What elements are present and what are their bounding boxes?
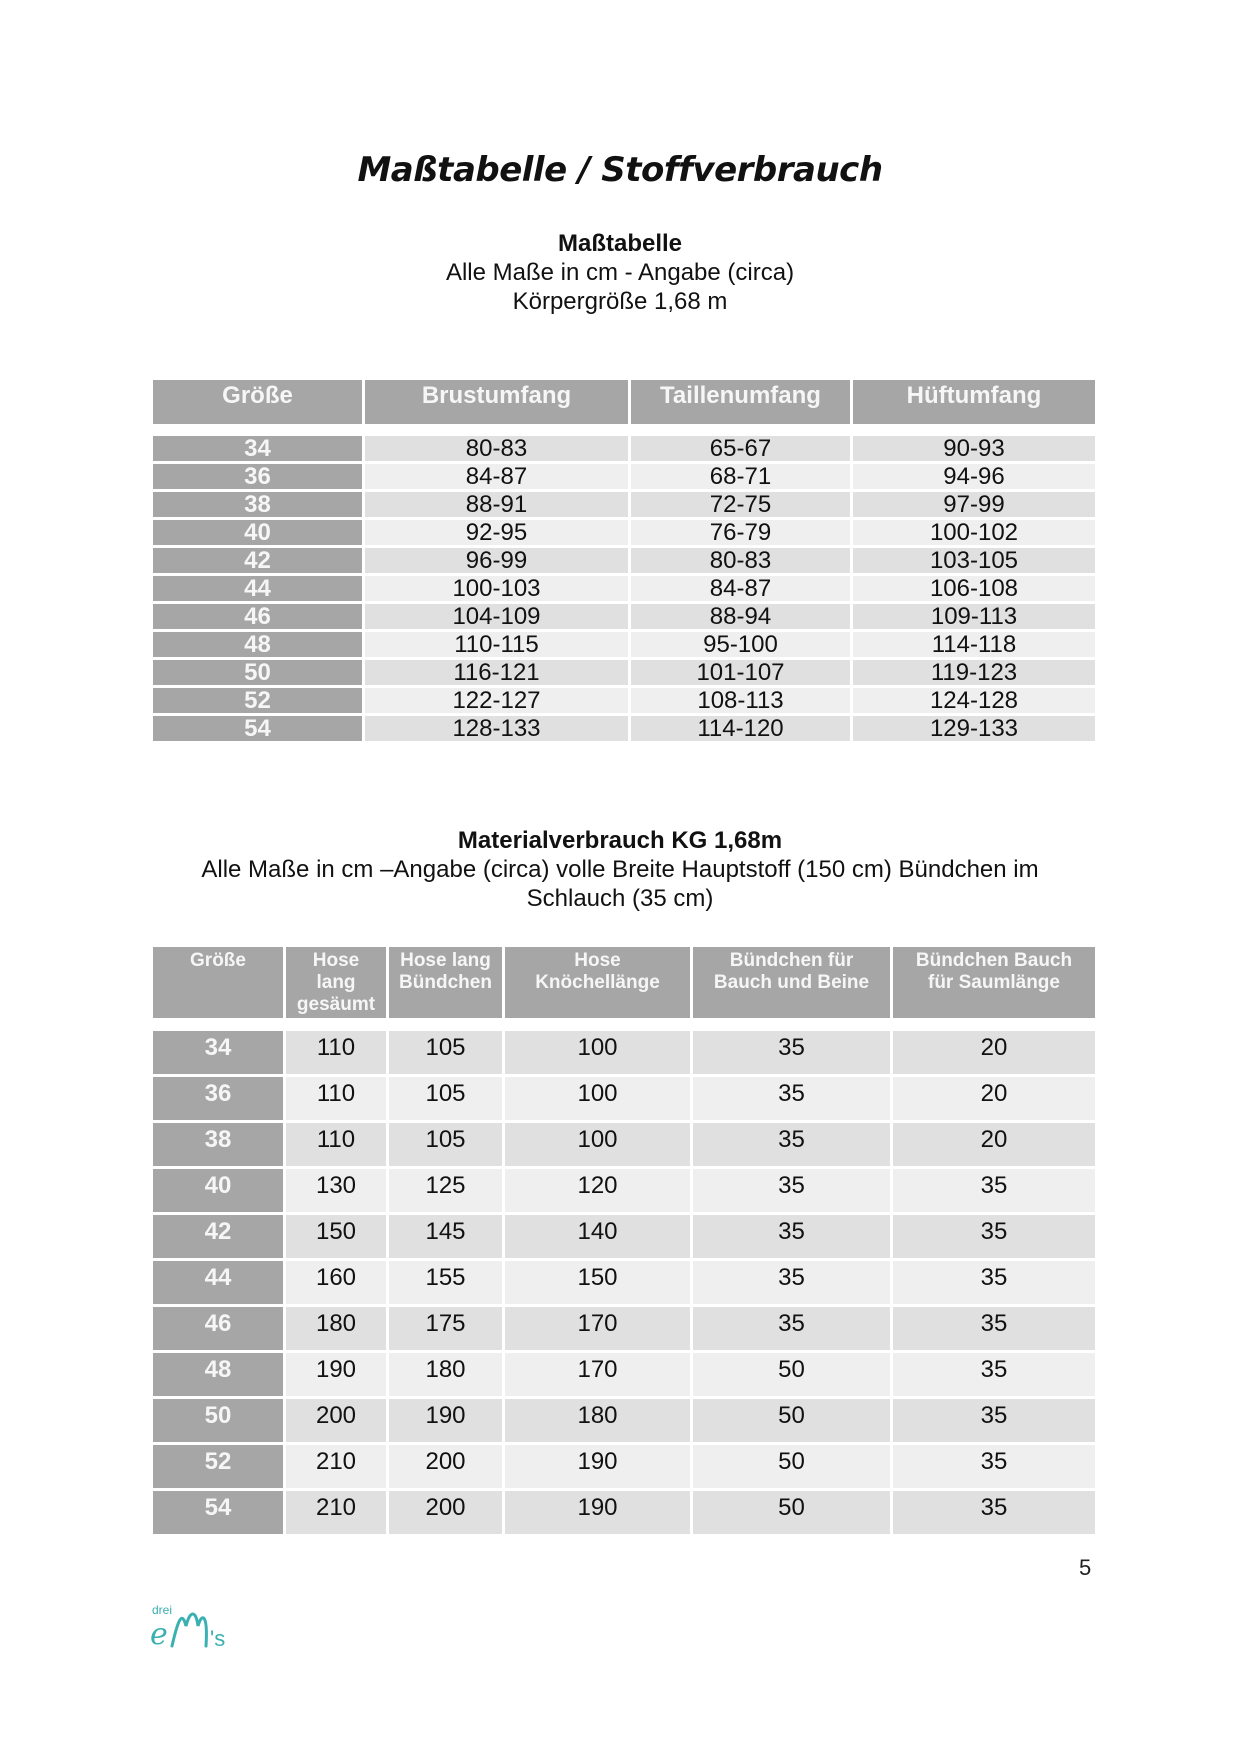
table-row bbox=[152, 1260, 1097, 1306]
column-header-line: Knöchellänge bbox=[535, 972, 660, 993]
material-cell: 110 bbox=[285, 1076, 388, 1122]
column-header-line: Bündchen für bbox=[729, 950, 854, 971]
material-cell: 35 bbox=[692, 1260, 892, 1306]
column-header-line: Bündchen Bauch bbox=[915, 950, 1073, 971]
measure-cell: 109-113 bbox=[852, 603, 1097, 631]
measure-cell: 95-100 bbox=[630, 631, 852, 659]
size-cell: 44 bbox=[152, 575, 364, 603]
table-row bbox=[152, 603, 1097, 631]
measure-cell: 84-87 bbox=[364, 463, 630, 491]
material-cell: 35 bbox=[892, 1214, 1097, 1260]
size-cell: 54 bbox=[152, 1490, 285, 1536]
material-cell: 35 bbox=[892, 1352, 1097, 1398]
table-row bbox=[152, 715, 1097, 743]
table-row bbox=[152, 547, 1097, 575]
material-cell: 35 bbox=[892, 1444, 1097, 1490]
material-cell: 120 bbox=[504, 1168, 692, 1214]
size-cell: 46 bbox=[152, 1306, 285, 1352]
material-cell: 190 bbox=[388, 1398, 504, 1444]
column-header: Brustumfang bbox=[364, 379, 630, 426]
material-cell: 35 bbox=[692, 1168, 892, 1214]
measure-cell: 103-105 bbox=[852, 547, 1097, 575]
material-cell: 200 bbox=[285, 1398, 388, 1444]
material-cell: 130 bbox=[285, 1168, 388, 1214]
table-row bbox=[152, 687, 1097, 715]
column-header: Taillenumfang bbox=[630, 379, 852, 426]
material-subtitle: Alle Maße in cm –Angabe (circa) volle Breite Hauptstoff (150 cm) Bündchen im Schlauch (35 cm) bbox=[201, 856, 1039, 912]
size-cell: 46 bbox=[152, 603, 364, 631]
column-header-line: Hose bbox=[574, 950, 621, 971]
table-row bbox=[152, 575, 1097, 603]
material-cell: 50 bbox=[692, 1398, 892, 1444]
material-cell: 180 bbox=[504, 1398, 692, 1444]
column-header-line: Bauch und Beine bbox=[713, 972, 870, 993]
material-cell: 145 bbox=[388, 1214, 504, 1260]
column-header-line: Bündchen bbox=[399, 972, 492, 993]
size-chart-header-row bbox=[152, 379, 1097, 426]
table-row bbox=[152, 519, 1097, 547]
size-chart-intro bbox=[0, 229, 1240, 316]
size-cell: 48 bbox=[152, 1352, 285, 1398]
material-cell: 170 bbox=[504, 1352, 692, 1398]
material-cell: 190 bbox=[285, 1352, 388, 1398]
material-cell: 35 bbox=[692, 1030, 892, 1076]
material-cell: 200 bbox=[388, 1490, 504, 1536]
material-cell: 20 bbox=[892, 1030, 1097, 1076]
size-cell: 40 bbox=[152, 1168, 285, 1214]
material-cell: 35 bbox=[892, 1398, 1097, 1444]
brand-logo bbox=[150, 1600, 240, 1656]
size-cell: 54 bbox=[152, 715, 364, 743]
material-cell: 125 bbox=[388, 1168, 504, 1214]
material-table bbox=[150, 944, 1098, 1537]
table-row bbox=[152, 1214, 1097, 1260]
page-number: 5 bbox=[1079, 1555, 1092, 1580]
column-header-line: Hose bbox=[312, 950, 360, 971]
table-row bbox=[152, 1168, 1097, 1214]
column-header bbox=[504, 946, 692, 1020]
column-header-line: gesäumt bbox=[296, 994, 376, 1015]
material-cell: 140 bbox=[504, 1214, 692, 1260]
material-cell: 50 bbox=[692, 1444, 892, 1490]
table-row bbox=[152, 659, 1097, 687]
table-row bbox=[152, 1076, 1097, 1122]
column-header-line: Größe bbox=[190, 950, 246, 971]
size-cell: 52 bbox=[152, 1444, 285, 1490]
material-cell: 210 bbox=[285, 1444, 388, 1490]
material-cell: 35 bbox=[692, 1122, 892, 1168]
size-cell: 40 bbox=[152, 519, 364, 547]
material-cell: 150 bbox=[504, 1260, 692, 1306]
material-cell: 100 bbox=[504, 1122, 692, 1168]
material-cell: 170 bbox=[504, 1306, 692, 1352]
material-cell: 100 bbox=[504, 1076, 692, 1122]
measure-cell: 110-115 bbox=[364, 631, 630, 659]
table-row bbox=[152, 631, 1097, 659]
svg-text:'s: 's bbox=[210, 1626, 226, 1651]
size-cell: 42 bbox=[152, 1214, 285, 1260]
material-cell: 35 bbox=[892, 1168, 1097, 1214]
material-cell: 110 bbox=[285, 1030, 388, 1076]
column-header bbox=[285, 946, 388, 1020]
measure-cell: 128-133 bbox=[364, 715, 630, 743]
table-row bbox=[152, 1122, 1097, 1168]
measure-cell: 94-96 bbox=[852, 463, 1097, 491]
column-header-line: für Saumlänge bbox=[928, 972, 1060, 993]
measure-cell: 88-94 bbox=[630, 603, 852, 631]
material-cell: 35 bbox=[692, 1214, 892, 1260]
measure-cell: 108-113 bbox=[630, 687, 852, 715]
material-cell: 190 bbox=[504, 1444, 692, 1490]
measure-cell: 97-99 bbox=[852, 491, 1097, 519]
material-cell: 105 bbox=[388, 1030, 504, 1076]
material-cell: 100 bbox=[504, 1030, 692, 1076]
material-intro bbox=[0, 826, 1240, 913]
size-chart-subtitle-1: Alle Maße in cm - Angabe (circa) bbox=[445, 259, 795, 286]
column-header-line: Hose lang bbox=[400, 950, 491, 971]
measure-cell: 114-118 bbox=[852, 631, 1097, 659]
material-cell: 155 bbox=[388, 1260, 504, 1306]
table-row bbox=[152, 1490, 1097, 1536]
measure-cell: 72-75 bbox=[630, 491, 852, 519]
column-header bbox=[692, 946, 892, 1020]
measure-cell: 88-91 bbox=[364, 491, 630, 519]
material-cell: 35 bbox=[692, 1076, 892, 1122]
measure-cell: 122-127 bbox=[364, 687, 630, 715]
table-row bbox=[152, 1444, 1097, 1490]
size-cell: 44 bbox=[152, 1260, 285, 1306]
size-cell: 50 bbox=[152, 1398, 285, 1444]
measure-cell: 65-67 bbox=[630, 435, 852, 463]
measure-cell: 114-120 bbox=[630, 715, 852, 743]
table-row bbox=[152, 491, 1097, 519]
material-cell: 105 bbox=[388, 1122, 504, 1168]
material-cell: 180 bbox=[285, 1306, 388, 1352]
measure-cell: 80-83 bbox=[364, 435, 630, 463]
size-chart-subtitle-2: Körpergröße 1,68 m bbox=[512, 288, 728, 315]
material-cell: 35 bbox=[892, 1490, 1097, 1536]
measure-cell: 92-95 bbox=[364, 519, 630, 547]
size-cell: 34 bbox=[152, 1030, 285, 1076]
material-cell: 150 bbox=[285, 1214, 388, 1260]
material-cell: 20 bbox=[892, 1122, 1097, 1168]
size-cell: 38 bbox=[152, 1122, 285, 1168]
column-header: Hüftumfang bbox=[852, 379, 1097, 426]
size-cell: 42 bbox=[152, 547, 364, 575]
page-title: Maßtabelle / Stoffverbrauch bbox=[357, 150, 883, 190]
column-header-line: lang bbox=[316, 972, 356, 993]
material-header-row bbox=[152, 946, 1097, 1020]
column-header bbox=[892, 946, 1097, 1020]
measure-cell: 100-102 bbox=[852, 519, 1097, 547]
material-cell: 35 bbox=[892, 1306, 1097, 1352]
material-cell: 35 bbox=[692, 1306, 892, 1352]
measure-cell: 68-71 bbox=[630, 463, 852, 491]
material-cell: 210 bbox=[285, 1490, 388, 1536]
material-cell: 110 bbox=[285, 1122, 388, 1168]
measure-cell: 124-128 bbox=[852, 687, 1097, 715]
material-cell: 35 bbox=[892, 1260, 1097, 1306]
size-cell: 50 bbox=[152, 659, 364, 687]
size-chart-heading: Maßtabelle bbox=[557, 230, 683, 257]
measure-cell: 129-133 bbox=[852, 715, 1097, 743]
measure-cell: 84-87 bbox=[630, 575, 852, 603]
material-cell: 50 bbox=[692, 1352, 892, 1398]
material-heading: Materialverbrauch KG 1,68m bbox=[457, 827, 783, 854]
column-header bbox=[388, 946, 504, 1020]
size-cell: 52 bbox=[152, 687, 364, 715]
column-header bbox=[152, 946, 285, 1020]
table-row bbox=[152, 1398, 1097, 1444]
size-cell: 38 bbox=[152, 491, 364, 519]
material-cell: 105 bbox=[388, 1076, 504, 1122]
svg-text:drei: drei bbox=[152, 1603, 173, 1617]
measure-cell: 119-123 bbox=[852, 659, 1097, 687]
measure-cell: 106-108 bbox=[852, 575, 1097, 603]
svg-text:e: e bbox=[150, 1617, 168, 1652]
table-row bbox=[152, 1306, 1097, 1352]
measure-cell: 90-93 bbox=[852, 435, 1097, 463]
column-header: Größe bbox=[152, 379, 364, 426]
material-cell: 200 bbox=[388, 1444, 504, 1490]
size-cell: 34 bbox=[152, 435, 364, 463]
size-cell: 36 bbox=[152, 463, 364, 491]
measure-cell: 104-109 bbox=[364, 603, 630, 631]
material-cell: 190 bbox=[504, 1490, 692, 1536]
measure-cell: 116-121 bbox=[364, 659, 630, 687]
material-cell: 180 bbox=[388, 1352, 504, 1398]
size-cell: 36 bbox=[152, 1076, 285, 1122]
size-chart-table bbox=[150, 377, 1098, 744]
table-row bbox=[152, 1030, 1097, 1076]
material-cell: 175 bbox=[388, 1306, 504, 1352]
material-cell: 50 bbox=[692, 1490, 892, 1536]
measure-cell: 76-79 bbox=[630, 519, 852, 547]
material-cell: 160 bbox=[285, 1260, 388, 1306]
material-cell: 20 bbox=[892, 1076, 1097, 1122]
measure-cell: 96-99 bbox=[364, 547, 630, 575]
measure-cell: 100-103 bbox=[364, 575, 630, 603]
measure-cell: 80-83 bbox=[630, 547, 852, 575]
table-row bbox=[152, 1352, 1097, 1398]
table-row bbox=[152, 463, 1097, 491]
table-row bbox=[152, 435, 1097, 463]
size-cell: 48 bbox=[152, 631, 364, 659]
measure-cell: 101-107 bbox=[630, 659, 852, 687]
